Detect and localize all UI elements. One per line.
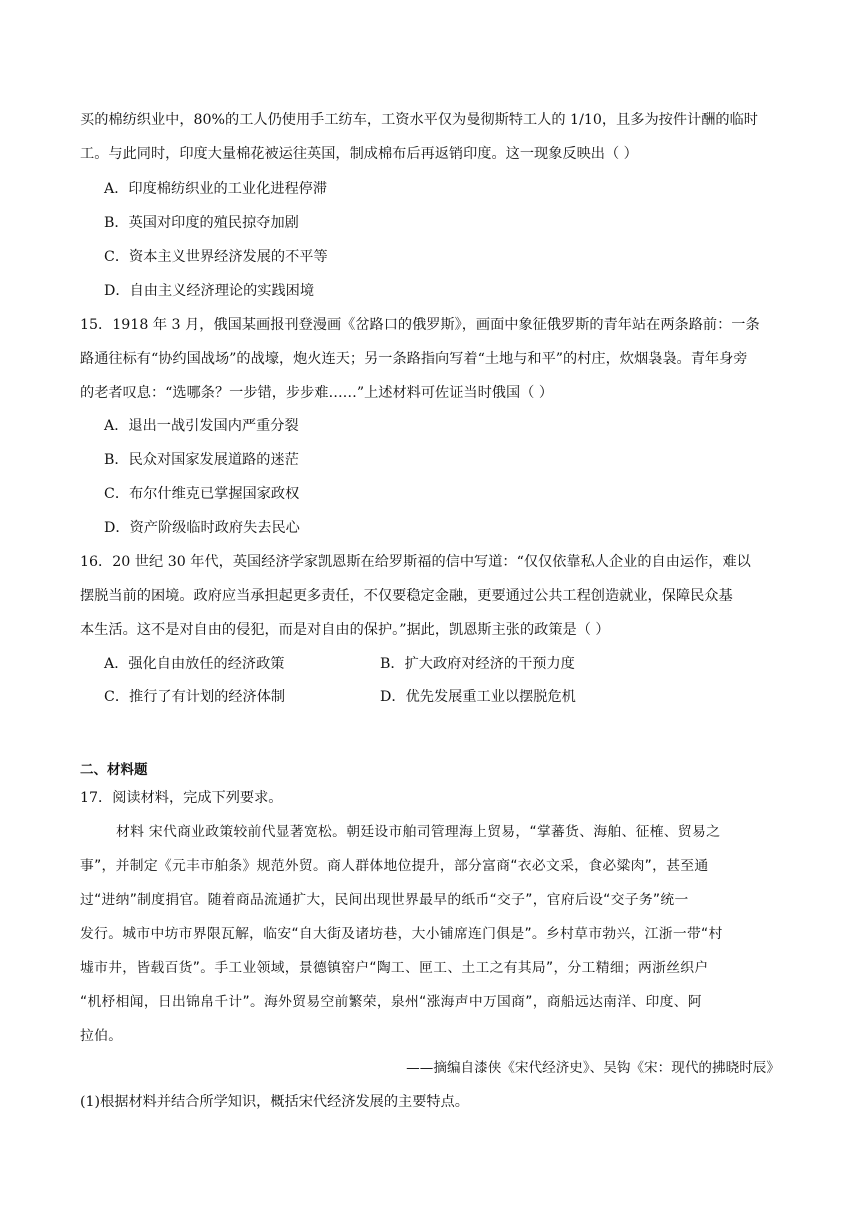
q15-option-a: A．退出一战引发国内严重分裂 — [104, 418, 299, 434]
q14-option-c: C．资本主义世界经济发展的不平等 — [104, 249, 328, 265]
material-source: ——摘编自漆侠《宋代经济史》、吴钩《宋：现代的拂晓时辰》 — [406, 1060, 780, 1076]
q14-option-b: B．英国对印度的殖民掠夺加剧 — [104, 215, 299, 231]
material-line-2: 事”，并制定《元丰市舶条》规范外贸。商人群体地位提升，部分富商“衣必文采，食必粱肉”，甚至通 — [80, 858, 709, 874]
material-line-1: 材料 宋代商业政策较前代显著宽松。朝廷设市舶司管理海上贸易，“掌蕃货、海舶、征榷、贸易之 — [116, 824, 721, 840]
q16-line-2: 摆脱当前的困境。政府应当承担起更多责任，不仅要稳定金融，更要通过公共工程创造就业，保障民众基 — [80, 588, 733, 604]
q14-line-2: 工。与此同时，印度大量棉花被运往英国，制成棉布后再返销印度。这一现象反映出（ ） — [80, 146, 638, 162]
q15-line-2: 路通往标有“协约国战场”的战壕，炮火连天；另一条路指向写着“土地与和平”的村庄，炊烟袅袅。青年身旁 — [80, 351, 748, 367]
q15-option-c: C．布尔什维克已掌握国家政权 — [104, 486, 300, 502]
q17-sub-question-1: (1)根据材料并结合所学知识，概括宋代经济发展的主要特点。 — [80, 1094, 469, 1110]
q16-line-3: 本生活。这不是对自由的侵犯，而是对自由的保护。”据此，凯恩斯主张的政策是（ ） — [80, 622, 610, 638]
q15-option-b: B．民众对国家发展道路的迷茫 — [104, 452, 299, 468]
q16-option-c: C．推行了有计划的经济体制 — [104, 689, 286, 705]
q14-line-1: 买的棉纺织业中，80%的工人仍使用手工纺车，工资水平仅为曼彻斯特工人的 1/10，且多为按件计酬的临时 — [80, 112, 758, 128]
q15-line-1: 15．1918 年 3 月，俄国某画报刊登漫画《岔路口的俄罗斯》，画面中象征俄罗斯的青年站在两条路前：一条 — [80, 317, 760, 333]
q16-option-b: B．扩大政府对经济的干预力度 — [380, 656, 575, 672]
q15-option-d: D．资产阶级临时政府失去民心 — [104, 520, 300, 536]
material-line-6: “机杼相闻，日出锦帛千计”。海外贸易空前繁荣，泉州“涨海声中万国商”，商船远达南洋、印度、阿 — [80, 994, 702, 1010]
q15-line-3: 的老者叹息：“选哪条？一步错，步步难……”上述材料可佐证当时俄国（ ） — [80, 385, 554, 401]
q14-option-d: D．自由主义经济理论的实践困境 — [104, 283, 315, 299]
q16-line-1: 16．20 世纪 30 年代，英国经济学家凯恩斯在给罗斯福的信中写道：“仅仅依靠私人企业的自由运作，难以 — [80, 554, 751, 570]
material-line-7: 拉伯。 — [80, 1028, 123, 1044]
material-line-4: 发行。城市中坊市界限瓦解，临安“自大街及诸坊巷，大小铺席连门俱是”。乡村草市勃兴，江浙一带“村 — [80, 926, 723, 942]
q14-option-a: A．印度棉纺织业的工业化进程停滞 — [104, 181, 328, 197]
q16-option-a: A．强化自由放任的经济政策 — [104, 656, 285, 672]
section-heading: 二、材料题 — [80, 762, 148, 778]
q17-intro: 17．阅读材料，完成下列要求。 — [80, 790, 283, 806]
q16-option-d: D．优先发展重工业以摆脱危机 — [380, 689, 576, 705]
material-line-3: 过“进纳”制度捐官。随着商品流通扩大，民间出现世界最早的纸币“交子”，官府后设“交子务”统一 — [80, 892, 689, 908]
material-line-5: 墟市井，皆载百货”。手工业领域，景德镇窑户“陶工、匣工、土工之有其局”，分工精细；两浙丝织户 — [80, 960, 709, 976]
